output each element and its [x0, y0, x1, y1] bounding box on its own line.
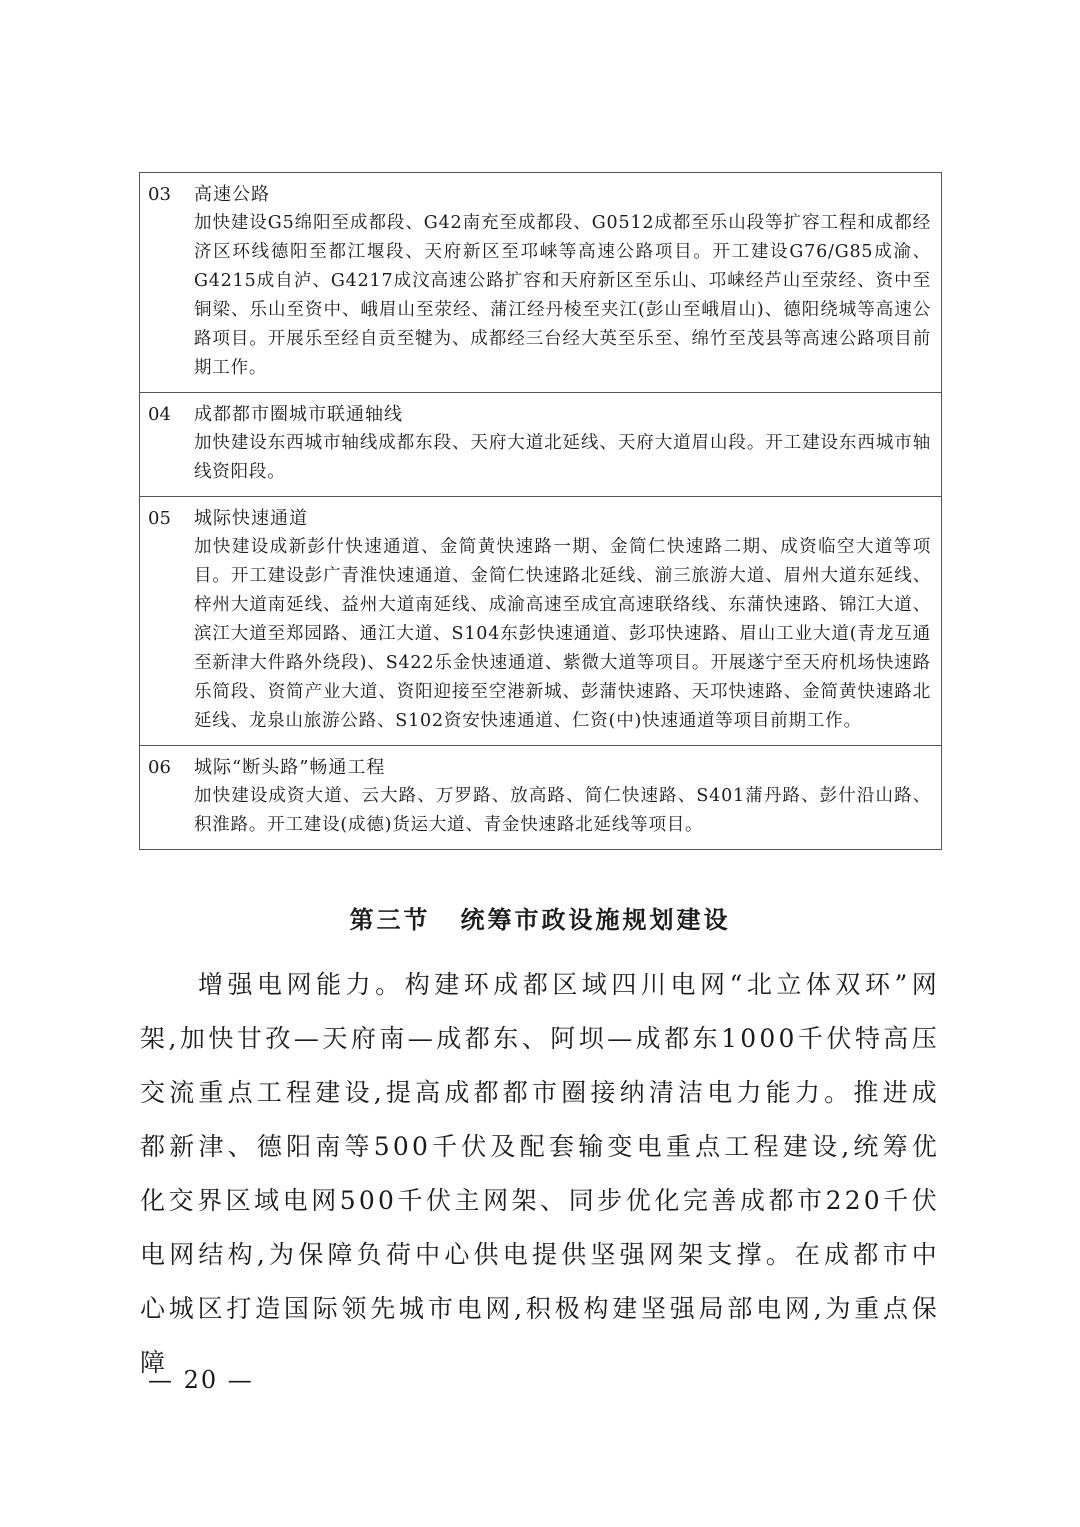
table-row-04	[140, 392, 941, 496]
table-row-05	[140, 496, 941, 745]
row-number: 05	[148, 508, 171, 529]
row-content	[194, 746, 941, 849]
row-body: 加快建设成新彭什快速通道、金简黄快速路一期、金简仁快速路二期、成资临空大道等项目。开工建设彭广青淮快速通道、金简仁快速路北延线、湔三旅游大道、眉州大道东延线、梓州大道南延线、益州大道南延线、成渝高速至成宜高速联络线、东蒲快速路、锦江大道、滨江大道至郑园路、通江大道、S104东彭快速通道、彭邛快速路、眉山工业大道(青龙互通至新津大件路外绕段)、S422乐金快速通道、紫微大道等项目。开展遂宁至天府机场快速路乐简段、资简产业大道、资阳迎接至空港新城、彭蒲快速路、天邛快速路、金简黄快速路北延线、龙泉山旅游公路、S102资安快速通道、仁资(中)快速通道等项目前期工作。	[194, 537, 931, 731]
row-title: 成都都市圈城市联通轴线	[194, 404, 403, 425]
section-title-text: 统筹市政设施规划建设	[460, 906, 731, 934]
row-title: 城际快速通道	[194, 508, 308, 529]
page-number: — 20 —	[148, 1366, 254, 1394]
row-title: 城际“断头路”畅通工程	[194, 757, 386, 778]
section-heading	[0, 900, 1080, 935]
table-row-06	[140, 745, 941, 849]
row-content	[194, 173, 941, 392]
project-table	[139, 172, 942, 850]
table-row-03	[140, 173, 941, 392]
row-body: 加快建设成资大道、云大路、万罗路、放高路、简仁快速路、S401蒲丹路、彭什沿山路、积淮路。开工建设(成德)货运大道、青金快速路北延线等项目。	[194, 786, 931, 835]
row-content	[194, 393, 941, 496]
section-label: 第三节	[349, 906, 431, 934]
row-body: 加快建设东西城市轴线成都东段、天府大道北延线、天府大道眉山段。开工建设东西城市轴线资阳段。	[194, 433, 931, 482]
row-content	[194, 497, 941, 745]
row-body: 加快建设G5绵阳至成都段、G42南充至成都段、G0512成都至乐山段等扩容工程和成都经济区环线德阳至都江堰段、天府新区至邛崃等高速公路项目。开工建设G76/G85成渝、G4215成自泸、G4217成汶高速公路扩容和天府新区至乐山、邛崃经芦山至荥经、资中至铜梁、乐山至资中、峨眉山至荥经、蒲江经丹棱至夹江(彭山至峨眉山)、德阳绕城等高速公路项目。开展乐至经自贡至犍为、成都经三台经大英至乐至、绵竹至茂县等高速公路项目前期工作。	[194, 213, 931, 378]
row-title: 高速公路	[194, 184, 270, 205]
row-number: 03	[148, 184, 171, 205]
row-number: 04	[148, 404, 171, 425]
row-number: 06	[148, 757, 171, 778]
body-paragraph: 增强电网能力。构建环成都区域四川电网“北立体双环”网架,加快甘孜—天府南—成都东、阿坝—成都东1000千伏特高压交流重点工程建设,提高成都都市圈接纳清洁电力能力。推进成都新津、德阳南等500千伏及配套输变电重点工程建设,统筹优化交界区域电网500千伏主网架、同步优化完善成都市220千伏电网结构,为保障负荷中心供电提供坚强网架支撑。在成都市中心城区打造国际领先城市电网,积极构建坚强局部电网,为重点保障	[140, 970, 940, 1377]
